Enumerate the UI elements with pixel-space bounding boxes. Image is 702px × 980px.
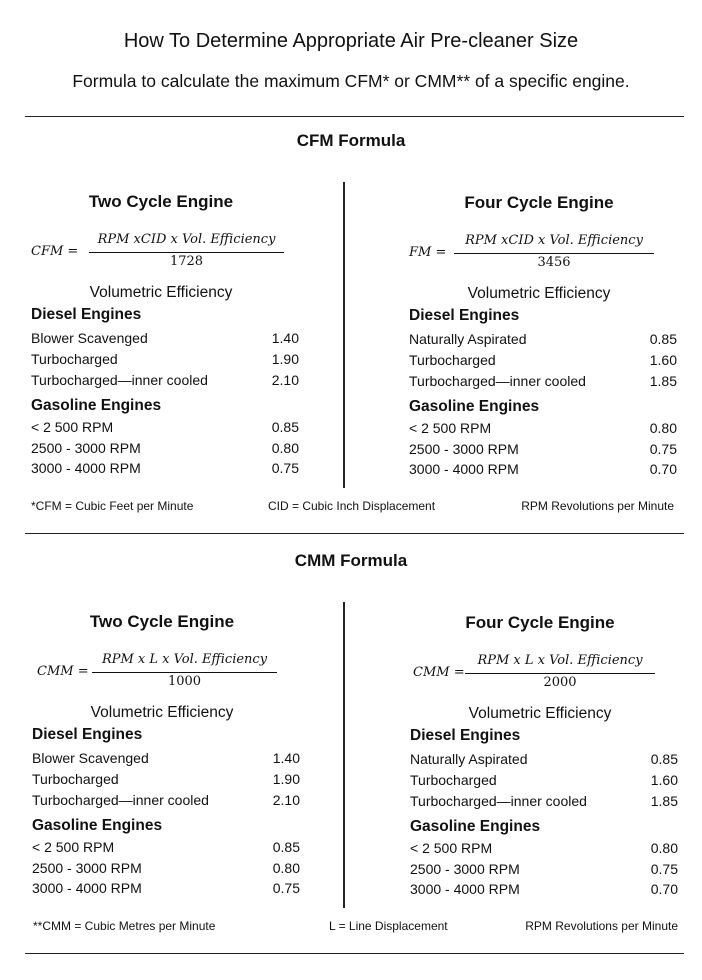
row-label: 2500 - 3000 RPM — [32, 860, 142, 876]
cmm-two-cycle-formula — [32, 652, 312, 692]
footnote: RPM Revolutions per Minute — [521, 499, 674, 513]
row-value: 1.85 — [650, 793, 678, 809]
row-label: Blower Scavenged — [31, 330, 148, 346]
row-label: Turbocharged — [32, 771, 119, 787]
table-row — [32, 880, 300, 900]
cfm-column-divider — [343, 182, 345, 488]
row-value: 0.75 — [649, 441, 677, 457]
bottom-divider — [25, 953, 684, 954]
cmm-section-title: CMM Formula — [294, 551, 408, 570]
row-label: 3000 - 4000 RPM — [32, 880, 142, 896]
table-row — [409, 373, 677, 393]
footnote: L = Line Displacement — [329, 919, 448, 933]
row-label: Turbocharged—inner cooled — [409, 373, 586, 389]
table-row — [32, 792, 300, 812]
gasoline-heading: Gasoline Engines — [409, 398, 540, 415]
fraction-bar — [89, 252, 284, 253]
formula-denominator: 2000 — [543, 675, 577, 690]
row-value: 1.90 — [271, 351, 299, 367]
row-value: 2.10 — [271, 372, 299, 388]
table-row — [410, 840, 678, 860]
row-value: 1.60 — [650, 772, 678, 788]
table-row — [32, 750, 300, 770]
table-row — [31, 330, 299, 350]
table-row — [410, 881, 678, 901]
cfm-section-title: CFM Formula — [296, 131, 406, 150]
footnote: **CMM = Cubic Metres per Minute — [33, 919, 216, 933]
engine-heading: Four Cycle Engine — [464, 193, 614, 212]
page-subtitle: Formula to calculate the maximum CFM* or CMM** of a specific engine. — [72, 71, 630, 91]
row-value: 0.75 — [272, 880, 300, 896]
formula-denominator: 1000 — [167, 674, 202, 689]
row-value: 0.85 — [650, 751, 678, 767]
row-value: 1.90 — [272, 771, 300, 787]
gasoline-heading: Gasoline Engines — [410, 818, 541, 835]
row-value: 0.80 — [650, 840, 678, 856]
formula-numerator: RPM x L x Vol. Efficiency — [101, 652, 268, 667]
table-row — [409, 441, 677, 461]
table-row — [31, 440, 299, 460]
volumetric-efficiency-heading: Volumetric Efficiency — [90, 704, 234, 721]
row-value: 0.75 — [271, 460, 299, 476]
diesel-heading: Diesel Engines — [31, 306, 142, 323]
cfm-two-cycle-column — [31, 192, 316, 492]
formula-lhs: CMM = — [413, 665, 465, 680]
gasoline-heading: Gasoline Engines — [31, 397, 162, 414]
formula-denominator: 1728 — [169, 254, 204, 269]
gasoline-heading: Gasoline Engines — [32, 817, 163, 834]
row-value: 0.80 — [272, 860, 300, 876]
row-label: Turbocharged — [410, 772, 497, 788]
cmm-column-divider — [343, 602, 345, 908]
table-row — [409, 420, 677, 440]
fraction-bar — [465, 673, 655, 674]
formula-numerator: RPM xCID x Vol. Efficiency — [465, 233, 643, 248]
table-row — [409, 331, 677, 351]
table-row — [32, 839, 300, 859]
cfm-four-cycle-formula — [409, 233, 689, 273]
row-label: Turbocharged—inner cooled — [31, 372, 208, 388]
row-value: 2.10 — [272, 792, 300, 808]
formula-lhs: CMM = — [37, 664, 89, 679]
row-value: 1.40 — [272, 750, 300, 766]
fraction-bar — [454, 253, 654, 254]
row-value: 1.60 — [649, 352, 677, 368]
row-value: 0.85 — [649, 331, 677, 347]
row-label: 2500 - 3000 RPM — [410, 861, 520, 877]
row-label: < 2 500 RPM — [409, 420, 492, 436]
diesel-heading: Diesel Engines — [32, 726, 143, 743]
footnote: CID = Cubic Inch Displacement — [268, 499, 436, 513]
row-value: 0.80 — [649, 420, 677, 436]
row-value: 0.75 — [650, 861, 678, 877]
row-value: 1.85 — [649, 373, 677, 389]
top-divider — [25, 116, 684, 117]
row-label: Turbocharged—inner cooled — [410, 793, 587, 809]
table-row — [409, 352, 677, 372]
footnote: *CFM = Cubic Feet per Minute — [31, 499, 194, 513]
table-row — [410, 793, 678, 813]
row-label: Turbocharged — [409, 352, 496, 368]
table-row — [31, 372, 299, 392]
cmm-two-cycle-column — [32, 612, 317, 912]
cfm-two-cycle-formula — [31, 232, 311, 272]
formula-numerator: RPM x L x Vol. Efficiency — [477, 653, 643, 668]
diesel-heading: Diesel Engines — [409, 307, 520, 324]
diesel-heading: Diesel Engines — [410, 727, 521, 744]
row-label: 3000 - 4000 RPM — [409, 461, 519, 477]
row-label: 3000 - 4000 RPM — [31, 460, 141, 476]
cmm-four-cycle-formula — [410, 653, 690, 693]
table-row — [410, 772, 678, 792]
table-row — [32, 771, 300, 791]
formula-numerator: RPM xCID x Vol. Efficiency — [97, 232, 276, 247]
row-label: < 2 500 RPM — [31, 419, 114, 435]
row-value: 0.70 — [649, 461, 677, 477]
row-label: 2500 - 3000 RPM — [31, 440, 141, 456]
table-row — [410, 861, 678, 881]
table-row — [32, 860, 300, 880]
fraction-bar — [92, 672, 277, 673]
middle-divider — [25, 533, 684, 534]
row-value: 0.85 — [271, 419, 299, 435]
row-label: Naturally Aspirated — [410, 751, 528, 767]
formula-lhs: FM = — [409, 245, 447, 260]
row-label: 2500 - 3000 RPM — [409, 441, 519, 457]
row-label: Turbocharged — [31, 351, 118, 367]
table-row — [31, 419, 299, 439]
volumetric-efficiency-heading: Volumetric Efficiency — [468, 705, 612, 722]
row-label: Naturally Aspirated — [409, 331, 527, 347]
cfm-four-cycle-column — [409, 193, 694, 493]
row-value: 1.40 — [271, 330, 299, 346]
engine-heading: Two Cycle Engine — [89, 612, 235, 631]
page-title: How To Determine Appropriate Air Pre-cleaner Size — [123, 30, 579, 52]
row-label: 3000 - 4000 RPM — [410, 881, 520, 897]
engine-heading: Two Cycle Engine — [88, 192, 234, 211]
table-row — [31, 351, 299, 371]
row-value: 0.85 — [272, 839, 300, 855]
engine-heading: Four Cycle Engine — [465, 613, 615, 632]
volumetric-efficiency-heading: Volumetric Efficiency — [467, 285, 611, 302]
footnote: RPM Revolutions per Minute — [525, 919, 678, 933]
row-value: 0.70 — [650, 881, 678, 897]
formula-denominator: 3456 — [537, 255, 571, 270]
row-label: < 2 500 RPM — [32, 839, 115, 855]
row-label: Blower Scavenged — [32, 750, 149, 766]
row-value: 0.80 — [271, 440, 299, 456]
table-row — [409, 461, 677, 481]
cmm-four-cycle-column — [410, 613, 695, 913]
formula-lhs: CFM = — [31, 244, 79, 259]
volumetric-efficiency-heading: Volumetric Efficiency — [89, 284, 233, 301]
table-row — [410, 751, 678, 771]
row-label: Turbocharged—inner cooled — [32, 792, 209, 808]
row-label: < 2 500 RPM — [410, 840, 493, 856]
table-row — [31, 460, 299, 480]
